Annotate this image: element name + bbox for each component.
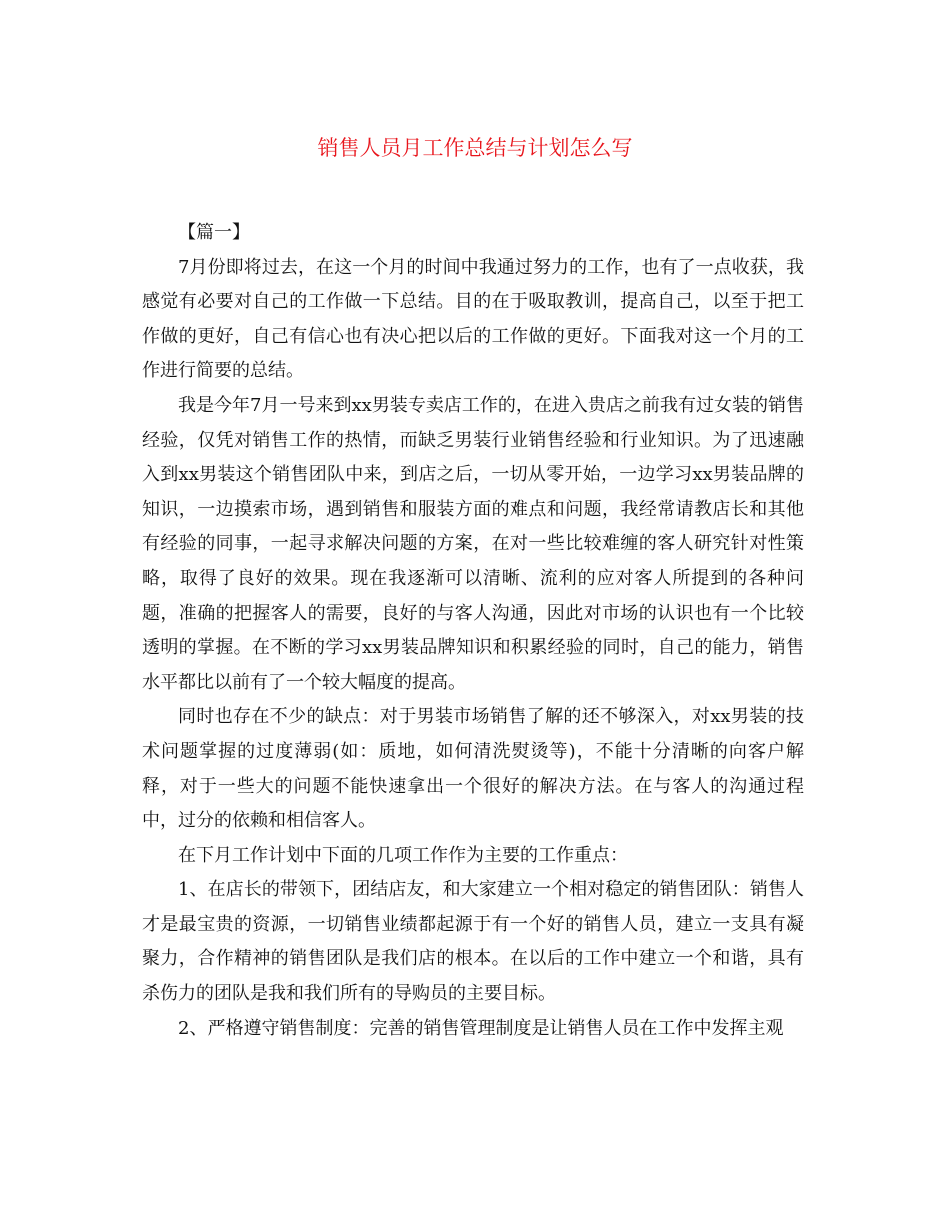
paragraph-plan-item-2: 2、严格遵守销售制度：完善的销售管理制度是让销售人员在工作中发挥主观 <box>178 1017 784 1039</box>
paragraph-shortcomings: 同时也存在不少的缺点：对于男装市场销售了解的还不够深入，对xx男装的技术问题掌握的过度薄弱(如：质地，如何清洗熨烫等)，不能十分清晰的向客户解释，对于一些大的问题不能快速拿出一个很好的解决方法。在与客人的沟通过程中，过分的依赖和相信客人。 <box>142 706 804 832</box>
section-label: 【篇一】 <box>178 222 250 243</box>
paragraph-plan-item-1: 1、在店长的带领下，团结店友，和大家建立一个相对稳定的销售团队：销售人才是最宝贵的资源，一切销售业绩都起源于有一个好的销售人员，建立一支具有凝聚力，合作精神的销售团队是我们店的根本。在以后的工作中建立一个和谐，具有杀伤力的团队是我和我们所有的导购员的主要目标。 <box>142 879 804 1005</box>
paragraph-intro: 7月份即将过去，在这一个月的时间中我通过努力的工作，也有了一点收获，我感觉有必要对自己的工作做一下总结。目的在于吸取教训，提高自己，以至于把工作做的更好，自己有信心也有决心把以后的工作做的更好。下面我对这一个月的工作进行简要的总结。 <box>142 256 804 382</box>
paragraph-experience: 我是今年7月一号来到xx男装专卖店工作的，在进入贵店之前我有过女装的销售经验，仅凭对销售工作的热情，而缺乏男装行业销售经验和行业知识。为了迅速融入到xx男装这个销售团队中来，到店之后，一切从零开始，一边学习xx男装品牌的知识，一边摸索市场，遇到销售和服装方面的难点和问题，我经常请教店长和其他有经验的同事，一起寻求解决问题的方案，在对一些比较难缠的客人研究针对性策略，取得了良好的效果。现在我逐渐可以清晰、流利的应对客人所提到的各种问题，准确的把握客人的需要，良好的与客人沟通，因此对市场的认识也有一个比较透明的掌握。在不断的学习xx男装品牌知识和积累经验的同时，自己的能力，销售水平都比以前有了一个较大幅度的提高。 <box>142 394 804 693</box>
document-body <box>142 216 804 1046</box>
document-title: 销售人员月工作总结与计划怎么写 <box>317 136 633 160</box>
paragraph-plan-intro: 在下月工作计划中下面的几项工作作为主要的工作重点： <box>178 844 628 866</box>
